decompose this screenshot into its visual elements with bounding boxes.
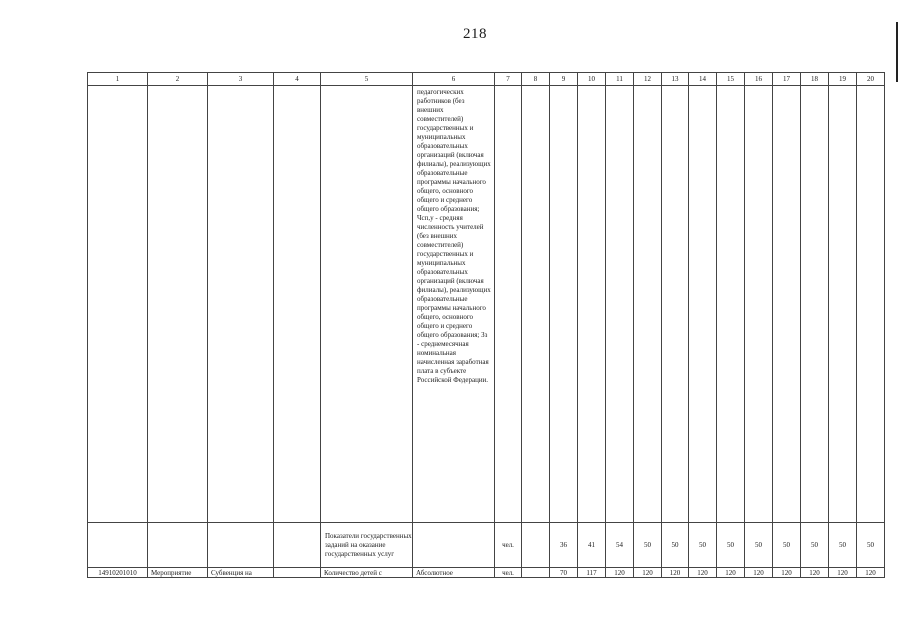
event-type-cell: Мероприятие xyxy=(148,568,208,578)
value-cell: 50 xyxy=(829,523,857,568)
table-row xyxy=(88,523,885,568)
value-cell: 117 xyxy=(578,568,606,578)
value-cell: 50 xyxy=(857,523,885,568)
value-cell: 70 xyxy=(550,568,578,578)
value-cell: 120 xyxy=(717,568,745,578)
column-header: 20 xyxy=(857,73,885,86)
value-cell: 50 xyxy=(689,523,717,568)
indicator-name-cell: Показатели государственных заданий на оказание государственных услуг xyxy=(321,523,413,568)
value-cell: 36 xyxy=(550,523,578,568)
value-cell: 50 xyxy=(801,523,829,568)
indicator-name-cell: Количество детей с xyxy=(321,568,413,578)
program-indicators-table xyxy=(87,72,885,578)
column-header: 4 xyxy=(274,73,321,86)
column-header: 17 xyxy=(773,73,801,86)
column-header: 2 xyxy=(148,73,208,86)
column-header: 7 xyxy=(495,73,522,86)
value-cell: 41 xyxy=(578,523,606,568)
column-header: 9 xyxy=(550,73,578,86)
value-cell: 50 xyxy=(773,523,801,568)
value-cell: 120 xyxy=(689,568,717,578)
unit-cell: чел. xyxy=(495,568,522,578)
column-header: 13 xyxy=(662,73,689,86)
column-header: 19 xyxy=(829,73,857,86)
column-header: 5 xyxy=(321,73,413,86)
column-header: 16 xyxy=(745,73,773,86)
value-cell: 120 xyxy=(829,568,857,578)
right-margin-rule xyxy=(896,22,898,82)
value-cell: 120 xyxy=(745,568,773,578)
value-cell: 120 xyxy=(634,568,662,578)
column-header: 18 xyxy=(801,73,829,86)
table-row xyxy=(88,86,885,523)
calculation-method-cell: Абсолютное xyxy=(413,568,495,578)
value-cell: 50 xyxy=(745,523,773,568)
value-cell: 50 xyxy=(634,523,662,568)
column-header: 8 xyxy=(522,73,550,86)
value-cell: 120 xyxy=(857,568,885,578)
value-cell: 120 xyxy=(801,568,829,578)
value-cell: 50 xyxy=(662,523,689,568)
value-cell: 120 xyxy=(662,568,689,578)
value-cell: 120 xyxy=(606,568,634,578)
value-cell: 120 xyxy=(773,568,801,578)
value-cell: 54 xyxy=(606,523,634,568)
event-name-cell: Субвенция на xyxy=(208,568,274,578)
unit-cell: чел. xyxy=(495,523,522,568)
value-cell: 50 xyxy=(717,523,745,568)
column-header: 11 xyxy=(606,73,634,86)
column-header: 14 xyxy=(689,73,717,86)
column-header: 12 xyxy=(634,73,662,86)
code-cell: 14910201010 xyxy=(88,568,148,578)
column-header: 10 xyxy=(578,73,606,86)
column-header: 6 xyxy=(413,73,495,86)
column-number-row xyxy=(88,73,885,86)
table-row xyxy=(88,568,885,578)
column-header: 15 xyxy=(717,73,745,86)
column-header: 3 xyxy=(208,73,274,86)
formula-description-cell: педагогических работников (без внешних совместителей) государственных и муниципальных образовательных организаций (включая филиалы), реализующих образовательные программы начального общего, основного общего и среднего общего образования; Чсп,у - средняя численность учителей (без внешних совместителей) государственных и муниципальных образовательных организаций (включая филиалы), реализующих образовательные программы начального общего, основного общего и среднего общего образования; Зз - среднемесячная номинальная начисленная заработная плата в субъекте Российской Федерации. xyxy=(413,86,495,523)
page-number: 218 xyxy=(463,26,487,42)
column-header: 1 xyxy=(88,73,148,86)
